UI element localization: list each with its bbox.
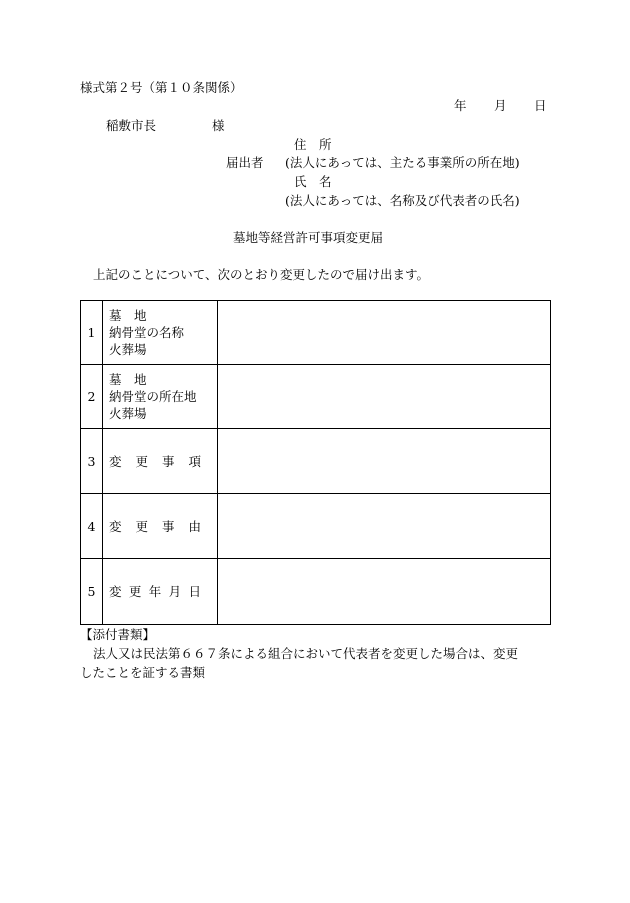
row-label-char: 日 — [188, 584, 201, 599]
row-label-line: 墓 地 — [109, 372, 147, 387]
row-label-line: 納骨堂の名称 — [109, 325, 185, 340]
cemetery-location-field[interactable] — [218, 365, 551, 429]
name-label: 氏 名 — [294, 174, 332, 189]
table-row — [81, 301, 551, 365]
addressee-name: 稲敷市長 — [106, 118, 157, 133]
row-label-char: 年 — [148, 584, 162, 599]
attachments-heading: 【添付書類】 — [80, 627, 156, 642]
document-title: 墓地等経営許可事項変更届 — [233, 230, 384, 245]
address-note: (法人にあっては、主たる事業所の所在地) — [285, 155, 520, 170]
attachments-text-line2: したことを証する書類 — [80, 665, 206, 680]
row-label-line: 墓 地 — [109, 308, 147, 323]
date-month-label: 月 — [494, 98, 507, 113]
table-row — [81, 365, 551, 429]
row-label-line: 納骨堂の所在地 — [109, 389, 197, 404]
row-label-char: 事 — [161, 453, 175, 469]
row-label-char: 更 — [135, 518, 148, 534]
applicant-label: 届出者 — [226, 155, 264, 170]
row-number: 2 — [81, 365, 103, 429]
row-number: 1 — [81, 301, 103, 365]
row-number: 4 — [81, 494, 103, 559]
row-label-line: 火葬場 — [109, 342, 147, 357]
form-number: 様式第２号（第１０条関係） — [80, 80, 243, 95]
address-label: 住 所 — [294, 137, 332, 152]
table-row — [81, 559, 551, 625]
row-number: 3 — [81, 429, 103, 494]
date-year-label: 年 — [454, 98, 467, 113]
row-label-char: 変 — [109, 518, 122, 534]
change-reason-field[interactable] — [218, 494, 551, 559]
change-date-field[interactable] — [218, 559, 551, 625]
row-number: 5 — [81, 559, 103, 625]
row-label — [103, 301, 218, 365]
row-label-char: 更 — [128, 584, 142, 599]
row-label-char: 項 — [188, 453, 201, 469]
row-label-char: 事 — [161, 518, 175, 534]
cemetery-name-field[interactable] — [218, 301, 551, 365]
row-label-char: 変 — [109, 584, 122, 599]
date-day-label: 日 — [534, 98, 547, 113]
row-label — [103, 365, 218, 429]
row-label-char: 由 — [188, 518, 201, 534]
table-row — [81, 494, 551, 559]
change-item-field[interactable] — [218, 429, 551, 494]
addressee-honorific: 様 — [212, 118, 225, 133]
table-row — [81, 429, 551, 494]
intro-text: 上記のことについて、次のとおり変更したので届け出ます。 — [93, 267, 430, 282]
row-label — [103, 494, 218, 559]
row-label-char: 月 — [168, 584, 182, 599]
row-label — [103, 429, 218, 494]
row-label-char: 更 — [135, 453, 148, 469]
row-label — [103, 559, 218, 625]
change-table — [80, 300, 551, 625]
name-note: (法人にあっては、名称及び代表者の氏名) — [285, 193, 520, 208]
row-label-line: 火葬場 — [109, 406, 147, 421]
attachments-text-line1: 法人又は民法第６６７条による組合において代表者を変更した場合は、変更 — [93, 646, 519, 661]
row-label-char: 変 — [109, 453, 122, 469]
